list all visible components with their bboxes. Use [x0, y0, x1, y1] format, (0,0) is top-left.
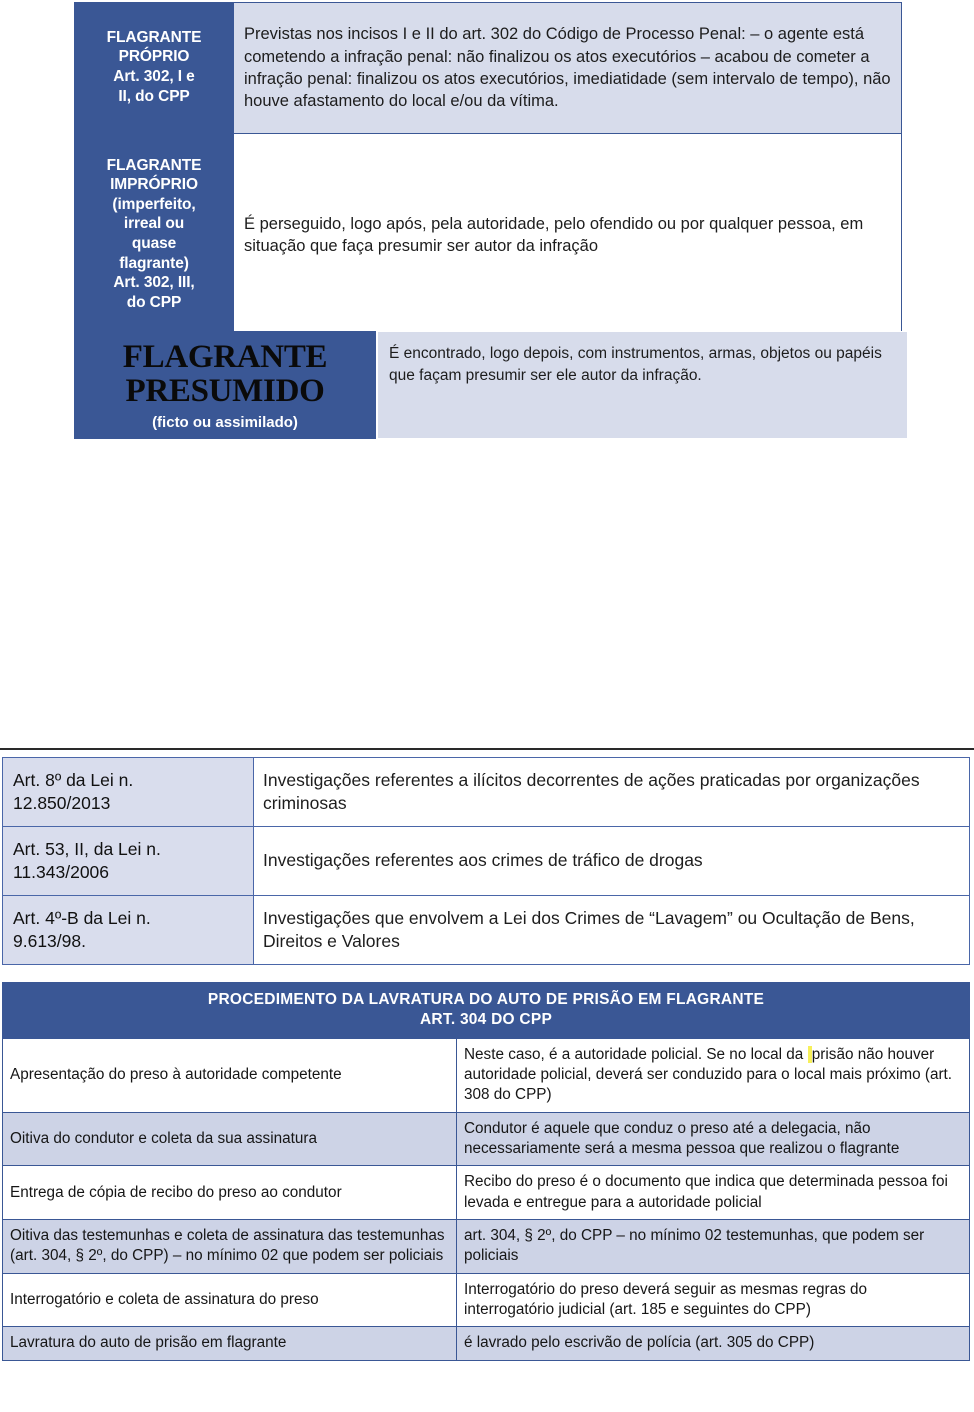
- label-line: II, do CPP: [118, 87, 190, 105]
- lei-article-line2: 12.850/2013: [13, 793, 111, 813]
- table-row: [3, 896, 970, 965]
- table-row: [3, 1112, 970, 1166]
- leis-table: [2, 757, 970, 965]
- flagrante-presumido-label-cell: [74, 331, 376, 439]
- label-line: irreal ou: [123, 215, 185, 233]
- flagrante-proprio-description: Previstas nos incisos I e II do art. 302 do Código de Processo Penal: – o agente está cometendo a infração penal: não finalizou os atos executórios – acabou de cometer a infração penal: finalizou os atos executórios, imediatidade (sem intervalo de tempo), não houve afastamento do local e/ou da vítima.: [234, 3, 902, 134]
- procedimento-detail-cell: art. 304, § 2º, do CPP – no mínimo 02 testemunhas, que podem ser policiais: [457, 1220, 970, 1274]
- lei-article-line2: 11.343/2006: [13, 862, 110, 882]
- lei-description-cell: Investigações referentes a ilícitos decorrentes de ações praticadas por organizações criminosas: [254, 758, 970, 827]
- label-line: do CPP: [126, 293, 182, 311]
- label-line: PRÓPRIO: [118, 48, 190, 66]
- table-row: [3, 758, 970, 827]
- table-row: [3, 827, 970, 896]
- lei-article-line1: Art. 53, II, da Lei n.: [13, 839, 161, 860]
- table-row: [75, 134, 902, 337]
- lei-article-cell: [3, 758, 254, 827]
- lei-article-line1: Art. 4º-B da Lei n.: [13, 908, 151, 929]
- procedimento-step-cell: Oitiva das testemunhas e coleta de assinatura das testemunhas (art. 304, § 2º, do CPP) – no mínimo 02 que podem ser policiais: [3, 1220, 457, 1274]
- procedimento-detail-cell: Recibo do preso é o documento que indica que determinada pessoa foi levada e entregue para a autoridade policial: [457, 1166, 970, 1220]
- table-row: [3, 1220, 970, 1274]
- flagrante-types-table: [74, 2, 902, 337]
- procedimento-detail-cell: Interrogatório do preso deverá seguir as mesmas regras do interrogatório judicial (art. 185 e seguintes do CPP): [457, 1273, 970, 1327]
- table-row: [75, 3, 902, 134]
- procedimento-table: [2, 1038, 970, 1361]
- lei-description-cell: Investigações referentes aos crimes de tráfico de drogas: [254, 827, 970, 896]
- table-row: [3, 1166, 970, 1220]
- lei-article-cell: [3, 827, 254, 896]
- procedimento-header-line1: PROCEDIMENTO DA LAVRATURA DO AUTO DE PRISÃO EM FLAGRANTE: [207, 991, 765, 1008]
- presumido-description: É encontrado, logo depois, com instrumentos, armas, objetos ou papéis que façam presumir ser ele autor da infração.: [376, 331, 908, 439]
- lei-description-cell: Investigações que envolvem a Lei dos Crimes de “Lavagem” ou Ocultação de Bens, Direitos e Valores: [254, 896, 970, 965]
- procedimento-step-cell: Interrogatório e coleta de assinatura do preso: [3, 1273, 457, 1327]
- table-row: [3, 1273, 970, 1327]
- label-line: FLAGRANTE: [106, 156, 202, 174]
- lei-article-line1: Art. 8º da Lei n.: [13, 770, 134, 791]
- flagrante-proprio-label-cell: [75, 3, 234, 134]
- table-row: [3, 1327, 970, 1360]
- lei-article-line2: 9.613/98.: [13, 931, 86, 951]
- label-line: Art. 302, III,: [113, 274, 195, 292]
- flagrante-presumido-block: [74, 331, 908, 439]
- label-line: (imperfeito,: [112, 195, 196, 213]
- lei-article-cell: [3, 896, 254, 965]
- detail-text-after: prisão não houver autoridade policial, deverá ser conduzido para o local mais próximo (art. 308 do CPP): [464, 1045, 953, 1104]
- table-row: [3, 1038, 970, 1112]
- presumido-title-line1: FLAGRANTE: [122, 339, 328, 376]
- procedimento-detail-cell: Condutor é aquele que conduz o preso até a delegacia, não necessariamente será a mesma pessoa que realizou o flagrante: [457, 1112, 970, 1166]
- presumido-subtitle: (ficto ou assimilado): [152, 413, 298, 431]
- procedimento-header: [2, 982, 970, 1038]
- label-line: FLAGRANTE: [106, 28, 202, 46]
- procedimento-detail-cell: [457, 1038, 970, 1112]
- procedimento-step-cell: Apresentação do preso à autoridade competente: [3, 1038, 457, 1112]
- detail-text-before: Neste caso, é a autoridade policial. Se no local da: [464, 1045, 808, 1063]
- flagrante-improprio-label-cell: [75, 134, 234, 337]
- procedimento-step-cell: Oitiva do condutor e coleta da sua assinatura: [3, 1112, 457, 1166]
- procedimento-step-cell: Lavratura do auto de prisão em flagrante: [3, 1327, 457, 1360]
- label-line: Art. 302, I e: [113, 68, 195, 85]
- label-line: quase: [131, 235, 177, 252]
- procedimento-section: [2, 982, 970, 1361]
- presumido-title-line2: PRESUMIDO: [125, 373, 325, 409]
- flagrante-improprio-description: É perseguido, logo após, pela autoridade, pelo ofendido ou por qualquer pessoa, em situação que faça presumir ser autor da infração: [234, 134, 902, 337]
- procedimento-header-line2: ART. 304 DO CPP: [419, 1010, 553, 1028]
- procedimento-step-cell: Entrega de cópia de recibo do preso ao condutor: [3, 1166, 457, 1220]
- presumido-title: [123, 341, 328, 408]
- horizontal-rule: [0, 748, 974, 750]
- label-line: IMPRÓPRIO: [110, 176, 198, 194]
- label-line: flagrante): [119, 254, 189, 272]
- procedimento-detail-cell: é lavrado pelo escrivão de polícia (art. 305 do CPP): [457, 1327, 970, 1360]
